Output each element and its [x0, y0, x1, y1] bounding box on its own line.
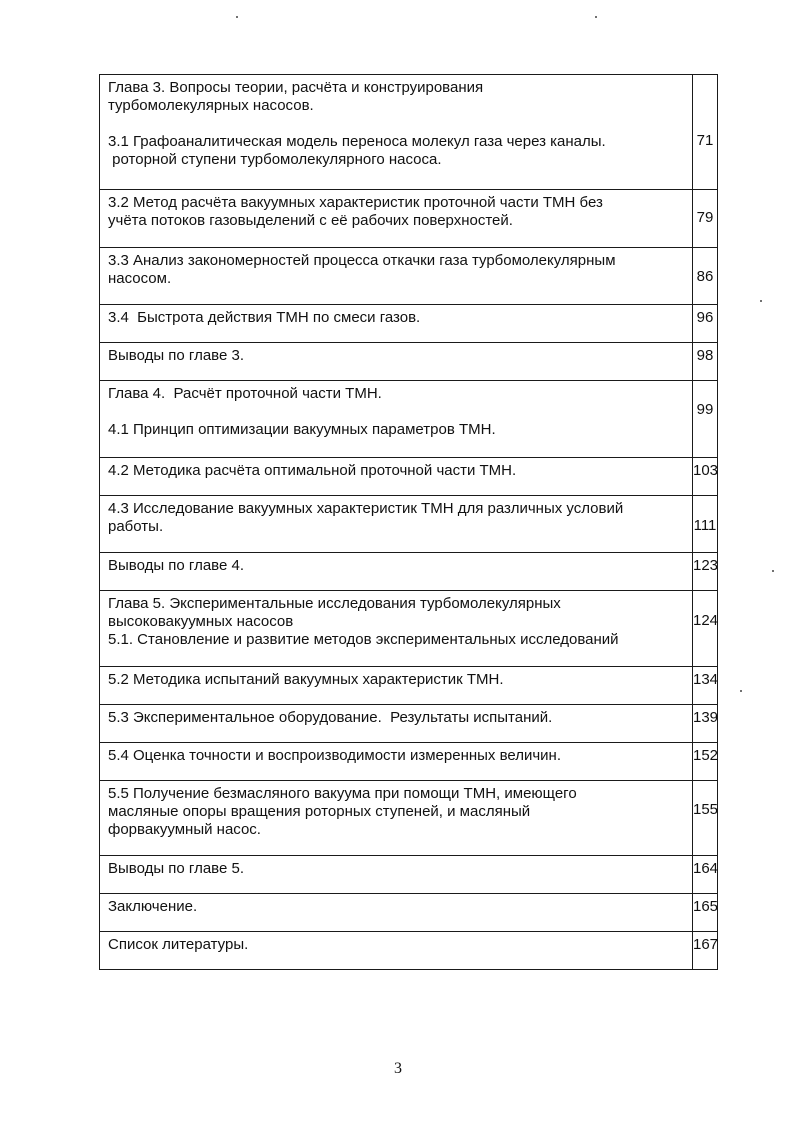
scan-speck: [595, 16, 597, 18]
toc-title-line: насосом.: [108, 270, 172, 287]
toc-title-line: 3.4 Быстрота действия ТМН по смеси газов.: [108, 309, 421, 326]
toc-entry-title: [100, 381, 693, 458]
toc-title-line: 5.2 Методика испытаний вакуумных характеристик ТМН.: [108, 671, 504, 688]
toc-title-line: масляные опоры вращения роторных ступеней, и масляный: [108, 803, 531, 820]
toc-row: [100, 381, 718, 458]
toc-row: [100, 458, 718, 496]
toc-row: [100, 248, 718, 305]
toc-entry-page: [693, 496, 718, 553]
toc-page-number: 99: [696, 401, 714, 418]
toc-entry-title: [100, 75, 693, 190]
toc-page-number: 98: [696, 347, 714, 364]
toc-page-number: 155: [693, 801, 719, 818]
toc-entry-page: [693, 458, 718, 496]
toc-entry-page: [693, 781, 718, 856]
toc-title-line: роторной ступени турбомолекулярного насоса.: [108, 151, 442, 168]
toc-title-line: турбомолекулярных насосов.: [108, 97, 314, 114]
toc-page-number: 79: [696, 209, 714, 226]
toc-title-line: Глава 3. Вопросы теории, расчёта и конструирования: [108, 79, 484, 96]
toc-row: [100, 305, 718, 343]
toc-title-line: учёта потоков газовыделений с её рабочих поверхностей.: [108, 212, 513, 229]
toc-page-number: 164: [693, 860, 719, 877]
toc-entry-title: [100, 705, 693, 743]
toc-page-number: 152: [693, 747, 719, 764]
toc-title-line: Выводы по главе 5.: [108, 860, 244, 877]
toc-title-line: 4.2 Методика расчёта оптимальной проточной части ТМН.: [108, 462, 517, 479]
toc-page-number: 139: [693, 709, 719, 726]
toc-row: [100, 705, 718, 743]
toc-page-number: 124: [693, 612, 719, 629]
toc-row: [100, 856, 718, 894]
table-of-contents: [99, 74, 718, 970]
toc-title-line: 4.3 Исследование вакуумных характеристик ТМН для различных условий: [108, 500, 624, 517]
toc-page-number: 96: [696, 309, 714, 326]
toc-entry-title: [100, 743, 693, 781]
toc-page-number: 165: [693, 898, 719, 915]
toc-title-line: Глава 5. Экспериментальные исследования турбомолекулярных: [108, 595, 561, 612]
page-number: 3: [394, 1060, 402, 1077]
toc-entry-page: [693, 667, 718, 705]
toc-title-line: Глава 4. Расчёт проточной части ТМН.: [108, 385, 382, 402]
toc-entry-title: [100, 856, 693, 894]
toc-entry-page: [693, 932, 718, 970]
toc-page-number: 103: [693, 462, 719, 479]
toc-entry-page: [693, 248, 718, 305]
toc-page-number: 134: [693, 671, 719, 688]
toc-row: [100, 343, 718, 381]
toc-entry-page: [693, 856, 718, 894]
toc-page-number: 86: [696, 268, 714, 285]
toc-title-line: 4.1 Принцип оптимизации вакуумных параметров ТМН.: [108, 421, 496, 438]
toc-row: [100, 667, 718, 705]
toc-entry-title: [100, 781, 693, 856]
toc-entry-page: [693, 190, 718, 248]
scan-speck: [740, 690, 742, 692]
toc-entry-page: [693, 591, 718, 667]
toc-entry-page: [693, 381, 718, 458]
toc-entry-title: [100, 190, 693, 248]
toc-page-number: 71: [696, 132, 714, 149]
toc-row: [100, 781, 718, 856]
toc-entry-title: [100, 591, 693, 667]
toc-entry-page: [693, 343, 718, 381]
toc-row: [100, 496, 718, 553]
toc-title-line: 3.3 Анализ закономерностей процесса откачки газа турбомолекулярным: [108, 252, 616, 269]
toc-title-line: 3.2 Метод расчёта вакуумных характеристик проточной части ТМН без: [108, 194, 603, 211]
toc-title-line: форвакуумный насос.: [108, 821, 261, 838]
toc-row: [100, 75, 718, 190]
toc-page-number: 111: [693, 517, 717, 534]
toc-title-line: 5.1. Становление и развитие методов экспериментальных исследований: [108, 631, 619, 648]
toc-entry-title: [100, 458, 693, 496]
toc-row: [100, 743, 718, 781]
toc-entry-title: [100, 667, 693, 705]
scan-speck: [236, 16, 238, 18]
toc-title-line: Список литературы.: [108, 936, 249, 953]
toc-row: [100, 932, 718, 970]
toc-entry-page: [693, 75, 718, 190]
toc-title-line: Выводы по главе 3.: [108, 347, 244, 364]
toc-row: [100, 190, 718, 248]
toc-entry-page: [693, 705, 718, 743]
scan-speck: [772, 570, 774, 572]
toc-entry-title: [100, 248, 693, 305]
toc-entry-title: [100, 343, 693, 381]
toc-entry-title: [100, 496, 693, 553]
toc-entry-title: [100, 932, 693, 970]
toc-entry-page: [693, 894, 718, 932]
scan-speck: [760, 300, 762, 302]
toc-title-line: 5.5 Получение безмасляного вакуума при помощи ТМН, имеющего: [108, 785, 577, 802]
toc-title-line: высоковакуумных насосов: [108, 613, 294, 630]
toc-title-line: Заключение.: [108, 898, 198, 915]
toc-entry-title: [100, 553, 693, 591]
toc-entry-page: [693, 305, 718, 343]
toc-row: [100, 553, 718, 591]
toc-page-number: 123: [693, 557, 719, 574]
toc-row: [100, 591, 718, 667]
toc-title-line: 3.1 Графоаналитическая модель переноса молекул газа через каналы.: [108, 133, 606, 150]
toc-entry-page: [693, 743, 718, 781]
toc-title-line: работы.: [108, 518, 164, 535]
toc-title-line: 5.3 Экспериментальное оборудование. Результаты испытаний.: [108, 709, 553, 726]
toc-entry-title: [100, 894, 693, 932]
toc-page-number: 167: [693, 936, 719, 953]
toc-row: [100, 894, 718, 932]
toc-title-line: 5.4 Оценка точности и воспроизводимости измеренных величин.: [108, 747, 562, 764]
toc-title-line: Выводы по главе 4.: [108, 557, 244, 574]
toc-entry-title: [100, 305, 693, 343]
toc-entry-page: [693, 553, 718, 591]
